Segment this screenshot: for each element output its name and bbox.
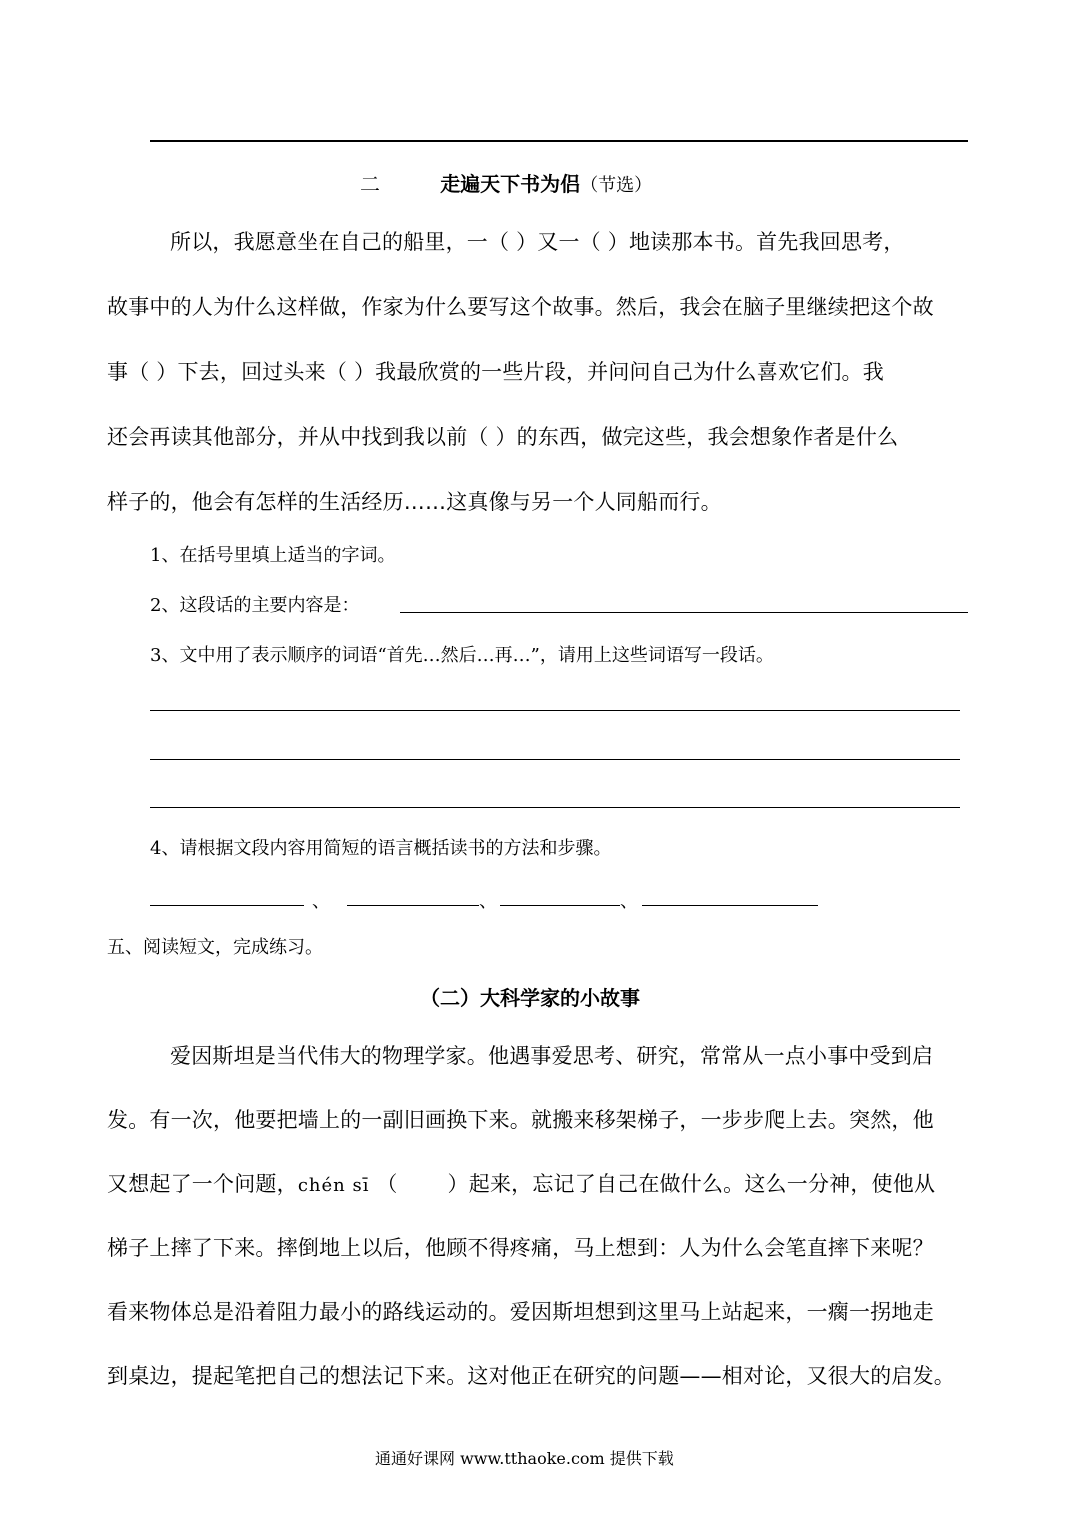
answer-blank-3[interactable] xyxy=(500,905,620,906)
heading-note: （节选） xyxy=(580,175,653,196)
question-2: 2、这段话的主要内容是： xyxy=(150,595,360,616)
pinyin-prompt: chén sī xyxy=(297,1175,370,1196)
story-line-5: 看来物体总是沿着阻力最小的路线运动的。爱因斯坦想到这里马上站起来，一瘸一拐地走 xyxy=(107,1300,934,1324)
answer-blank-1[interactable] xyxy=(150,905,304,906)
section-5-heading: 五、阅读短文，完成练习。 xyxy=(107,937,323,958)
footer-text: 通通好课网 www.tthaoke.com 提供下载 xyxy=(375,1449,674,1468)
separator-3: 、 xyxy=(620,891,638,912)
paren-close: ） xyxy=(447,1172,469,1196)
heading-title: 走遍天下书为侣 xyxy=(440,172,581,196)
top-rule xyxy=(150,140,968,142)
story-line-3 xyxy=(107,1168,935,1198)
paren-open: （ xyxy=(376,1172,398,1196)
passage-line-4: 还会再读其他部分，并从中找到我以前（ ）的东西，做完这些，我会想象作者是什么 xyxy=(107,425,899,449)
story-line-6: 到桌边，提起笔把自己的想法记下来。这对他正在研究的问题——相对论，又很大的启发。 xyxy=(107,1364,955,1388)
separator-1: 、 xyxy=(312,891,330,912)
answer-line-q3-1[interactable] xyxy=(150,710,960,711)
passage-line-2: 故事中的人为什么这样做，作家为什么要写这个故事。然后，我会在脑子里继续把这个故 xyxy=(107,295,934,319)
story-line-4: 梯子上摔了下来。摔倒地上以后，他顾不得疼痛，马上想到：人为什么会笔直摔下来呢？ xyxy=(107,1236,934,1260)
answer-blank-2[interactable] xyxy=(347,905,479,906)
answer-blank-4[interactable] xyxy=(642,905,818,906)
heading-number: 二 xyxy=(360,172,380,196)
story-line-1: 爱因斯坦是当代伟大的物理学家。他遇事爱思考、研究，常常从一点小事中受到启 xyxy=(170,1044,934,1068)
separator-2: 、 xyxy=(479,891,497,912)
story-line-3-end: 起来，忘记了自己在做什么。这么一分神，使他从 xyxy=(468,1172,936,1196)
question-1: 1、在括号里填上适当的字词。 xyxy=(150,545,396,566)
answer-line-q3-2[interactable] xyxy=(150,759,960,760)
passage-line-3: 事（ ）下去，回过头来（ ）我最欣赏的一些片段，并问问自己为什么喜欢它们。我 xyxy=(107,360,884,384)
passage-line-5: 样子的，他会有怎样的生活经历……这真像与另一个人同船而行。 xyxy=(107,490,722,514)
passage-heading xyxy=(360,168,652,197)
answer-line-q2[interactable] xyxy=(400,612,968,613)
answer-line-q3-3[interactable] xyxy=(150,807,960,808)
story-title: （二）大科学家的小故事 xyxy=(420,986,640,1010)
story-line-3-start: 又想起了一个问题， xyxy=(107,1172,298,1196)
story-line-2: 发。有一次，他要把墙上的一副旧画换下来。就搬来移架梯子，一步步爬上去。突然，他 xyxy=(107,1108,934,1132)
passage-line-1: 所以，我愿意坐在自己的船里，一（ ）又一（ ）地读那本书。首先我回思考， xyxy=(170,230,905,254)
question-4: 4、请根据文段内容用简短的语言概括读书的方法和步骤。 xyxy=(150,838,612,859)
question-3: 3、文中用了表示顺序的词语“首先…然后…再…”，请用上这些词语写一段话。 xyxy=(150,645,774,666)
